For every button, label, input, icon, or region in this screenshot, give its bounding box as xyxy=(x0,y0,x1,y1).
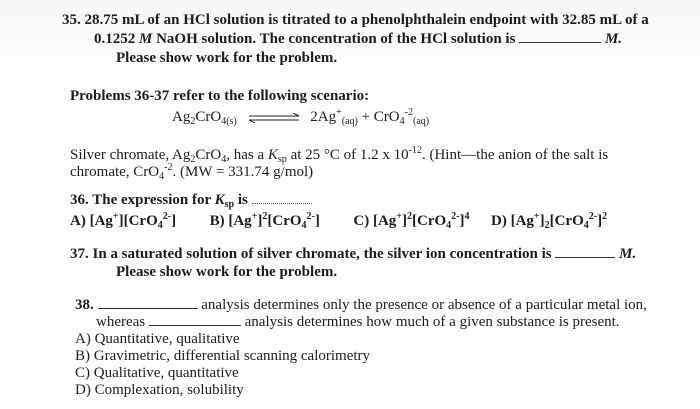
q38-whereas: whereas xyxy=(96,314,146,330)
q38-blank-1[interactable] xyxy=(98,296,198,309)
q35-line2 xyxy=(94,30,622,48)
q38-text2: analysis determines how much of a given substance is present. xyxy=(244,314,620,330)
q35-molar-symbol: M xyxy=(139,31,153,47)
q37-unit: M. xyxy=(619,246,637,262)
q36-option-a[interactable]: A) [Ag+][CrO$_4^{2-}$] xyxy=(70,211,177,231)
q36-option-c[interactable]: C) $[Ag^+]^2[CrO_4^{2-}]^4$ xyxy=(353,211,470,231)
q38-option-c[interactable]: C) Qualitative, quantitative xyxy=(75,365,239,381)
scenario-heading-text: Problems 36-37 refer to the following scenario: xyxy=(70,88,370,104)
q36-option-b[interactable]: B) $[Ag^+]^2[CrO_4^{2-}]$ xyxy=(209,211,320,231)
q38-text1: analysis determines only the presence or absence of a particular metal ion, xyxy=(201,297,647,313)
q37-text: 37. In a saturated solution of silver chromate, the silver ion concentration is xyxy=(70,246,552,262)
eq-reactant: $Ag_2CrO_{4(s)}$ xyxy=(172,109,237,127)
q37-instruction xyxy=(116,263,337,281)
q37-answer-blank[interactable] xyxy=(555,245,615,258)
q36-option-d[interactable]: D) $[Ag^+]_2[CrO_4^{2-}]^2$ xyxy=(491,211,608,231)
scenario-desc-line2: chromate, CrO$_4^{-2}$. (MW = 331.74 g/mol) xyxy=(70,162,314,182)
q35-answer-blank[interactable] xyxy=(519,30,601,43)
q37-instruction-text: Please show work for the problem. xyxy=(116,264,338,280)
q38-number: 38. xyxy=(75,297,94,313)
q35-line2-mid: NaOH solution. The concentration of the HCl solution is xyxy=(152,31,516,47)
q38-line1 xyxy=(75,296,647,314)
q35-line2-pre: 0.1252 xyxy=(94,31,139,47)
q38-option-d[interactable]: D) Complexation, solubility xyxy=(75,382,244,398)
q35-instruction xyxy=(116,49,337,67)
scenario-desc-line1: Silver chromate, $Ag_2CrO_4$, has a $K_{sp}$ at 25 °C of 1.2 x $10^{-12}$. (Hint—the anion of the salt is xyxy=(70,145,609,165)
q35-instruction-text: Please show work for the problem. xyxy=(116,50,338,66)
q36-stem: 36. The expression for $K_{sp}$ is xyxy=(70,191,312,214)
q38-option-b[interactable]: B) Gravimetric, differential scanning calorimetry xyxy=(75,348,371,364)
eq-products: $2Ag^+_{(aq)} + CrO_4^{-2}_{(aq)}$ xyxy=(310,107,430,127)
scenario-heading xyxy=(70,87,369,105)
equilibrium-equation xyxy=(172,104,429,131)
q35-line1 xyxy=(62,11,649,29)
q36-answer-blank[interactable] xyxy=(252,203,312,204)
q38-blank-2[interactable] xyxy=(149,313,241,326)
equilibrium-arrow-icon xyxy=(247,113,301,123)
q38-option-a[interactable]: A) Quantitative, qualitative xyxy=(75,331,240,347)
q35-line1-text: 35. 28.75 mL of an HCl solution is titrated to a phenolphthalein endpoint with 32.85 mL of a xyxy=(62,12,649,28)
q35-unit: M. xyxy=(604,31,623,47)
q36-options xyxy=(70,208,607,235)
q38-line2 xyxy=(96,313,620,331)
q37-line1 xyxy=(70,245,636,263)
